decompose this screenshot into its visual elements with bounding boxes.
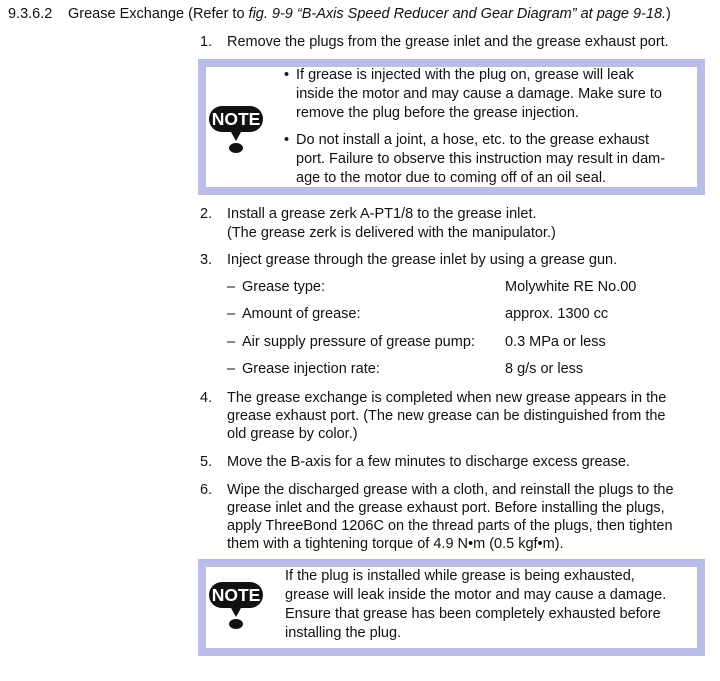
- spec-value: 0.3 MPa or less: [505, 334, 606, 350]
- section-heading: [8, 6, 671, 22]
- spec-value: approx. 1300 cc: [505, 306, 609, 322]
- step-number: 1.: [200, 34, 213, 50]
- note-box-2: [198, 559, 705, 656]
- step-number: 3.: [200, 252, 213, 268]
- note-text: If the plug is installed while grease is being exhausted,: [285, 568, 635, 584]
- note-text: port. Failure to observe this instruction may result in dam-: [296, 151, 666, 167]
- spec-value: 8 g/s or less: [505, 361, 584, 377]
- note-text: Do not install a joint, a hose, etc. to the grease exhaust: [296, 132, 650, 148]
- bullet-mark: •: [284, 67, 290, 83]
- step-text: grease exhaust port. (The new grease can be distinguished from the: [227, 408, 666, 424]
- step-text: Move the B-axis for a few minutes to discharge excess grease.: [227, 454, 630, 470]
- step-text: Install a grease zerk A-PT1/8 to the grease inlet.: [227, 206, 537, 222]
- note-text: installing the plug.: [285, 625, 402, 641]
- step-text: grease inlet and the grease exhaust port. Before installing the plugs,: [227, 500, 665, 516]
- section-number: 9.3.6.2: [8, 6, 53, 22]
- note-text: grease will leak inside the motor and may cause a damage.: [285, 587, 667, 603]
- spec-label: Amount of grease:: [242, 306, 361, 322]
- step-text: Wipe the discharged grease with a cloth, and reinstall the plugs to the: [227, 482, 674, 498]
- spec-value: Molywhite RE No.00: [505, 279, 637, 295]
- note-text: inside the motor and may cause a damage. Make sure to: [296, 86, 662, 102]
- note-text: age to the motor due to coming off of an oil seal.: [296, 170, 607, 186]
- step-text: Inject grease through the grease inlet by using a grease gun.: [227, 252, 618, 268]
- note-text: remove the plug before the grease injection.: [296, 105, 579, 121]
- step-text: (The grease zerk is delivered with the manipulator.): [227, 225, 556, 241]
- step-number: 6.: [200, 482, 213, 498]
- step-text: them with a tightening torque of 4.9 N•m (0.5 kgf•m).: [227, 536, 564, 552]
- spec-label: Air supply pressure of grease pump:: [242, 334, 475, 350]
- step-text: The grease exchange is completed when new grease appears in the: [227, 390, 667, 406]
- section-title: Grease Exchange: [68, 6, 185, 22]
- step-text: old grease by color.): [227, 426, 358, 442]
- spec-label: Grease injection rate:: [242, 361, 380, 377]
- note-icon: NOTE: [208, 103, 264, 159]
- figure-reference-link[interactable]: fig. 9-9 “B-Axis Speed Reducer and Gear Diagram” at page 9-18.: [248, 6, 667, 22]
- step-number: 4.: [200, 390, 213, 406]
- note-text: Ensure that grease has been completely exhausted before: [285, 606, 661, 622]
- figure-reference: (Refer to fig. 9-9 “B-Axis Speed Reducer and Gear Diagram” at page 9-18.): [188, 6, 671, 22]
- note-icon: NOTE: [208, 579, 264, 635]
- step-number: 5.: [200, 454, 213, 470]
- spec-label: Grease type:: [242, 279, 326, 295]
- bullet-mark: •: [284, 132, 290, 148]
- step-number: 2.: [200, 206, 213, 222]
- step-text: Remove the plugs from the grease inlet and the grease exhaust port.: [227, 34, 669, 50]
- note-box-1: [198, 59, 705, 195]
- step-text: apply ThreeBond 1206C on the thread parts of the plugs, then tighten: [227, 518, 673, 534]
- note-text: If grease is injected with the plug on, grease will leak: [296, 67, 634, 83]
